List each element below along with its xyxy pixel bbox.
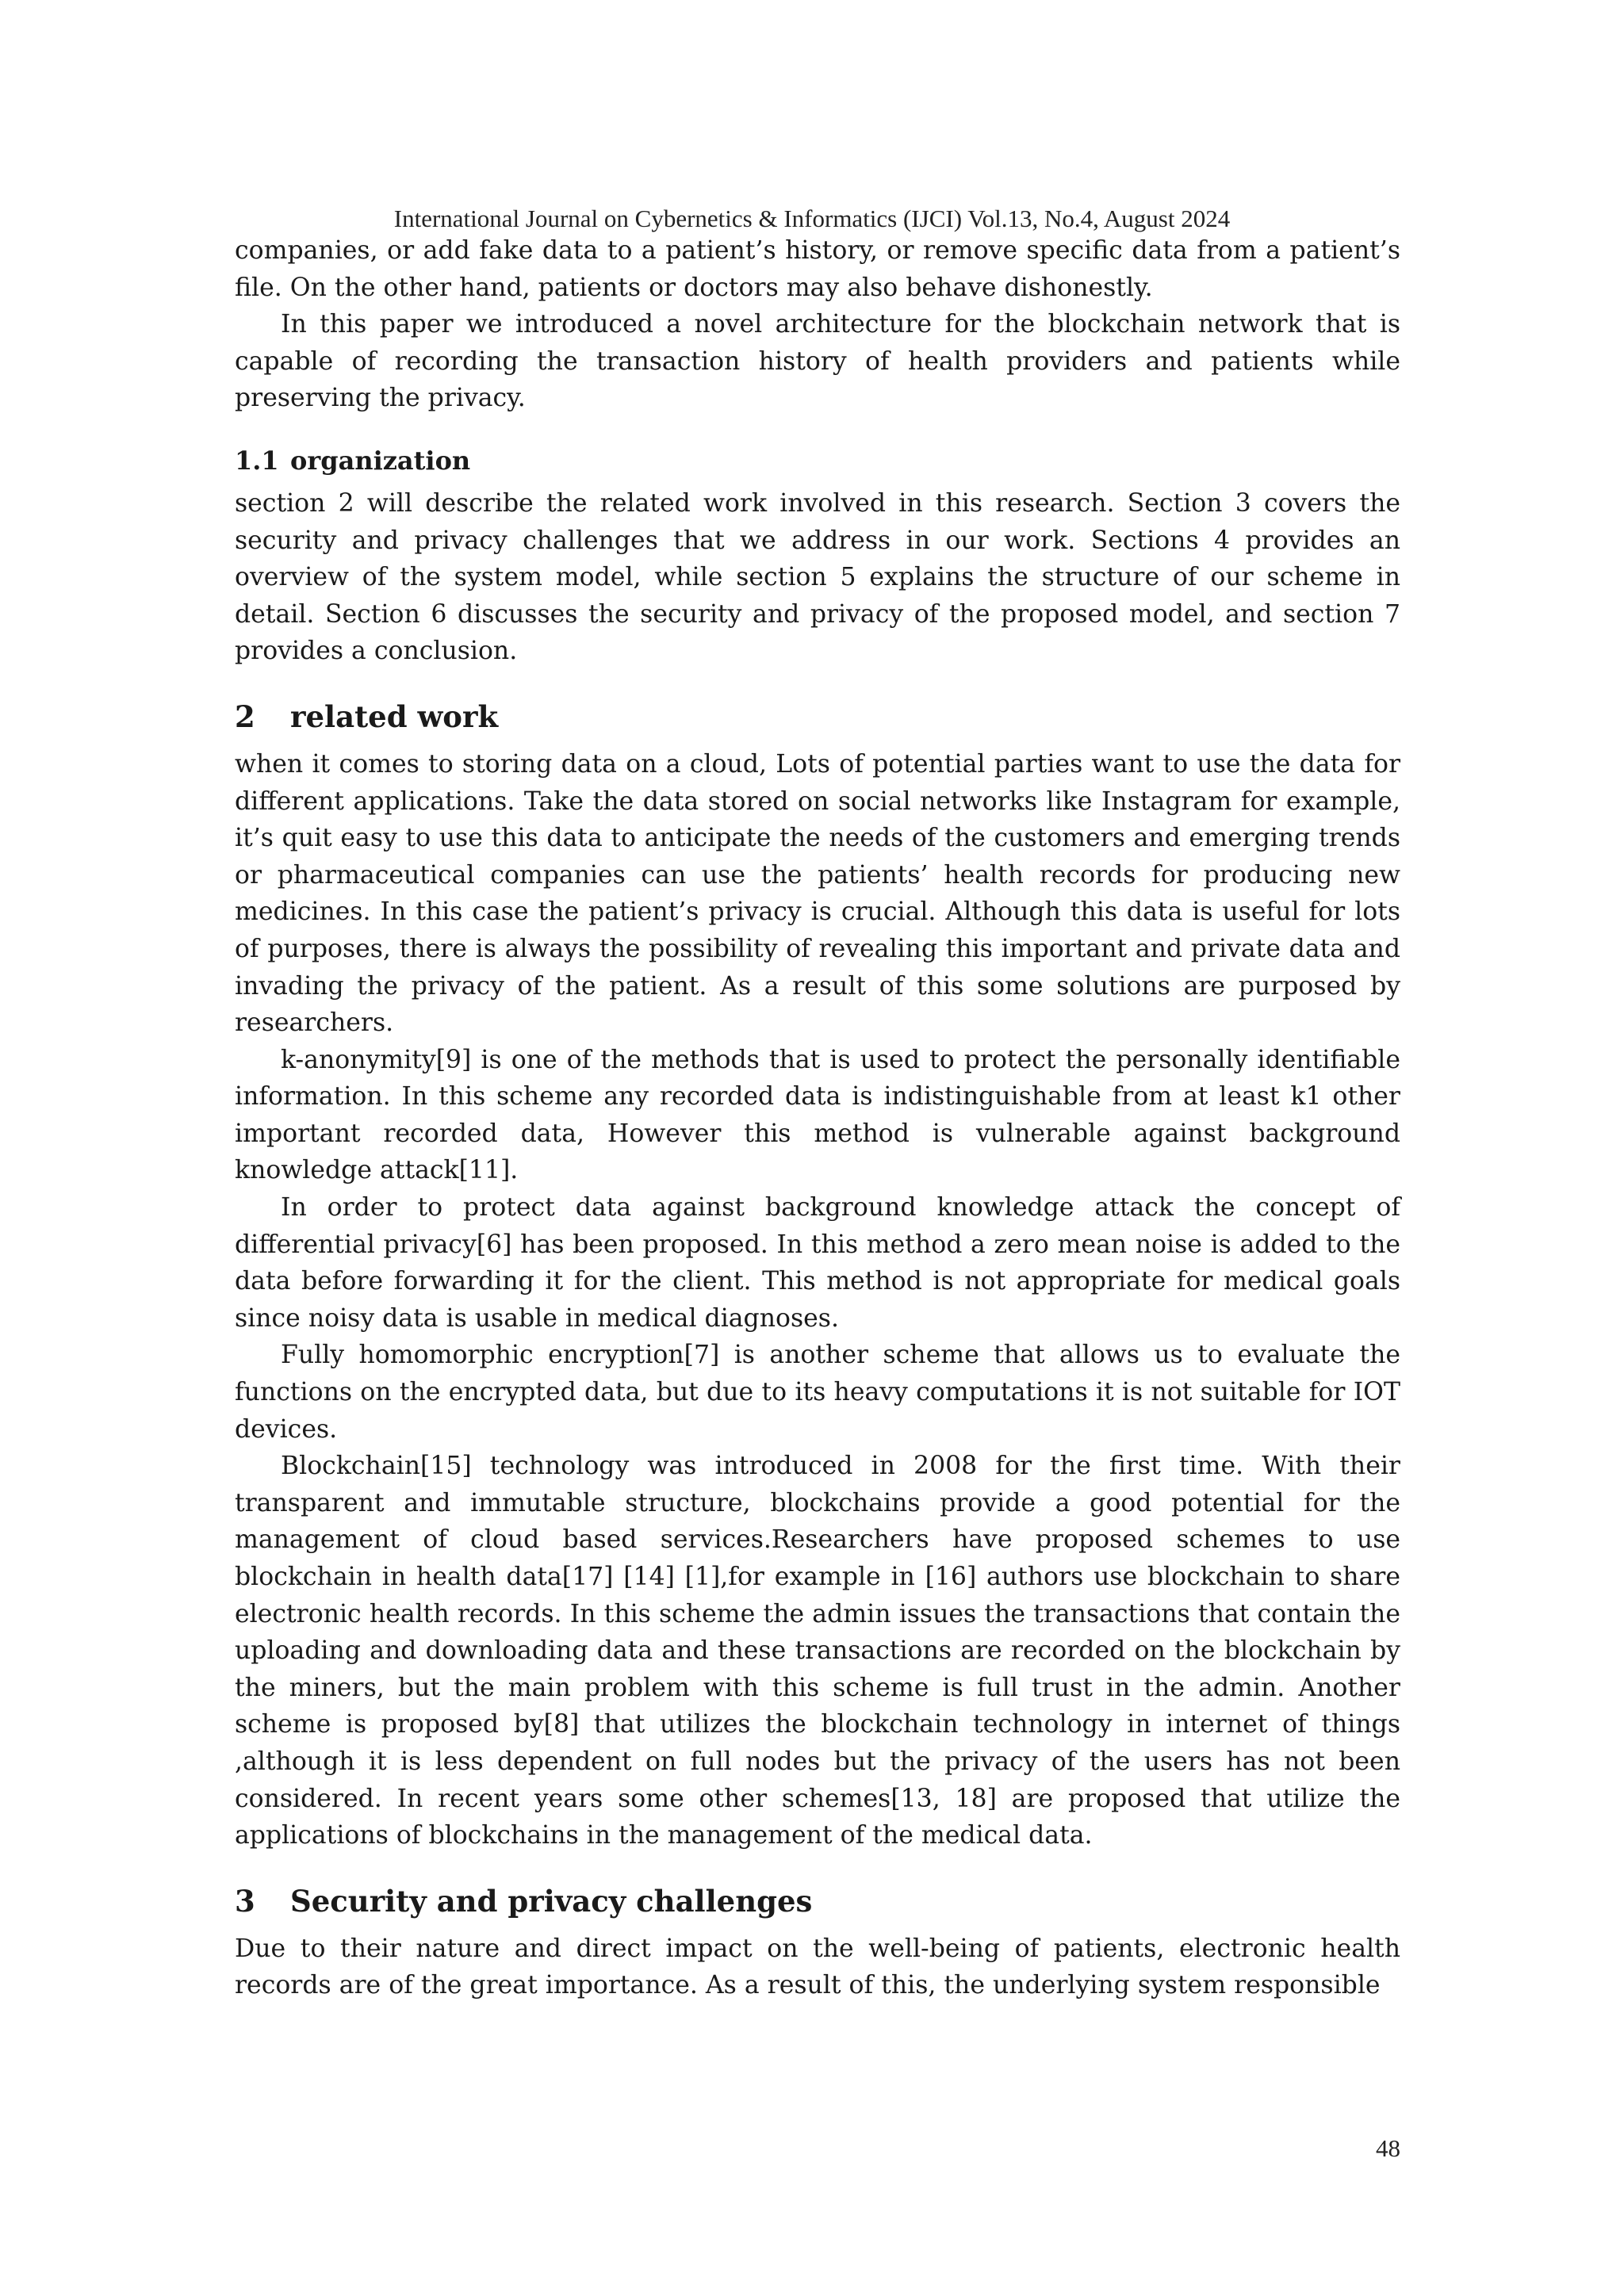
related-work-paragraph-2: k-anonymity[9] is one of the methods that is used to protect the personally identifiable information. In this scheme any recorded data is indistinguishable from at least k1 other important recorded data, However this method is vulnerable against background knowledge attack[11]. (235, 1045, 1400, 1185)
section-heading-3 (235, 1881, 1400, 1921)
journal-header: International Journal on Cybernetics & Informatics (IJCI) Vol.13, No.4, August 2024 (393, 205, 1231, 232)
subsection-title: organization (290, 445, 471, 476)
subsection-heading-1-1 (235, 442, 1400, 479)
related-work-paragraph-5: Blockchain[15] technology was introduced in 2008 for the first time. With their transparent and immutable structure, blockchains provide a good potential for the management of cloud based services.Researchers have proposed schemes to use blockchain in health data[17] [14] [1],for example in [16] authors use blockchain to share electronic health records. In this scheme the admin issues the transactions that contain the uploading and downloading data and these transactions are recorded on the blockchain by the miners, but the main problem with this scheme is full trust in the admin. Another scheme is proposed by[8] that utilizes the blockchain technology in internet of things ,although it is less dependent on full nodes but the privacy of the users has not been considered. In recent years some other schemes[13, 18] are proposed that utilize the applications of blockchains in the management of the medical data. (235, 1452, 1400, 1850)
intro-paragraph-2: In this paper we introduced a novel architecture for the blockchain network that is capable of recording the transaction history of health providers and patients while preserving the privacy. (235, 310, 1400, 413)
intro-paragraph-1: companies, or add fake data to a patient’s history, or remove specific data from a patient’s file. On the other hand, patients or doctors may also behave dishonestly. (235, 236, 1400, 302)
page-body (235, 232, 1400, 2004)
related-work-paragraph-3: In order to protect data against background knowledge attack the concept of differential privacy[6] has been proposed. In this method a zero mean noise is added to the data before forwarding it for the client. This method is not appropriate for medical goals since noisy data is usable in medical diagnoses. (235, 1193, 1400, 1333)
subsection-number: 1.1 (235, 445, 279, 476)
section-heading-2 (235, 697, 1400, 737)
section-number: 2 (235, 698, 255, 734)
organization-paragraph: section 2 will describe the related work involved in this research. Section 3 covers the security and privacy challenges that we address in our work. Sections 4 provides an overview of the system model, while section 5 explains the structure of our scheme in detail. Section 6 discusses the security and privacy of the proposed model, and section 7 provides a conclusion. (235, 488, 1400, 666)
section-title: related work (290, 698, 499, 734)
section-title: Security and privacy challenges (290, 1883, 813, 1919)
related-work-paragraph-1: when it comes to storing data on a cloud, Lots of potential parties want to use the data for different applications. Take the data stored on social networks like Instagram for example, it’s quit easy to use this data to anticipate the needs of the customers and emerging trends or pharmaceutical companies can use the patients’ health records for producing new medicines. In this case the patient’s privacy is crucial. Although this data is useful for lots of purposes, there is always the possibility of revealing this important and private data and invading the privacy of the patient. As a result of this some solutions are purposed by researchers. (235, 749, 1400, 1038)
security-paragraph: Due to their nature and direct impact on the well-being of patients, electronic health records are of the great importance. As a result of this, the underlying system responsible (235, 1934, 1400, 2000)
page-number: 48 (1376, 2134, 1400, 2162)
section-number: 3 (235, 1883, 255, 1919)
related-work-paragraph-4: Fully homomorphic encryption[7] is another scheme that allows us to evaluate the functions on the encrypted data, but due to its heavy computations it is not suitable for IOT devices. (235, 1341, 1400, 1444)
